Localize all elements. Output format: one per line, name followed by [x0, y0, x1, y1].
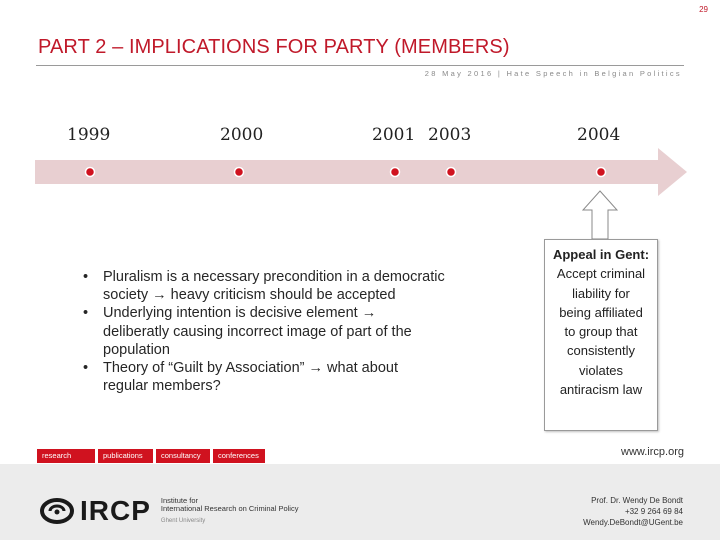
timeline-dot-2003	[447, 168, 456, 177]
bullet-item	[72, 304, 512, 359]
bullet-dot-icon: •	[83, 269, 89, 285]
contact-email[interactable]: Wendy.DeBondt@UGent.be	[583, 518, 683, 527]
logo-wordmark: IRCP	[80, 495, 151, 526]
website-link[interactable]: www.ircp.org	[621, 446, 684, 458]
year-2000: 2000	[220, 125, 264, 145]
footer-link-publications[interactable]: publications	[98, 449, 153, 463]
bullet-dot-icon: •	[83, 305, 89, 322]
callout-heading: Appeal in Gent:	[552, 247, 650, 262]
year-2001: 2001	[372, 125, 416, 145]
timeline-dot-2004	[597, 168, 606, 177]
bullet-line: population	[103, 341, 170, 358]
footer-link-conferences[interactable]: conferences	[213, 449, 265, 463]
footer-link-research[interactable]: research	[37, 449, 95, 463]
callout-line: violates	[578, 362, 624, 378]
slide-title: PART 2 – IMPLICATIONS FOR PARTY (MEMBERS)	[38, 36, 510, 58]
bullet-list	[72, 268, 512, 395]
footer-nav	[37, 449, 265, 463]
contact-block	[583, 495, 683, 528]
ircp-logo	[40, 495, 298, 527]
year-2004: 2004	[577, 125, 621, 145]
contact-phone: +32 9 264 69 84	[624, 507, 683, 516]
bullet-line: Underlying intention is decisive element →	[103, 305, 377, 322]
bullet-item	[72, 359, 512, 395]
callout-box	[544, 239, 658, 431]
bullet-line: regular members?	[103, 378, 221, 395]
slide-number: 29	[699, 5, 708, 14]
bullet-item	[72, 268, 512, 304]
bullet-line: Theory of “Guilt by Association” → what about	[103, 360, 398, 377]
bullet-line: deliberatly causing incorrect image of part of the	[103, 323, 412, 340]
title-divider	[36, 65, 684, 66]
callout-line: Accept criminal	[556, 266, 646, 282]
callout-line: being affiliated	[559, 304, 643, 320]
timeline-dot-1999	[86, 168, 95, 177]
timeline-dot-2000	[235, 168, 244, 177]
bullet-line: Pluralism is a necessary precondition in a democratic	[103, 269, 445, 285]
timeline-dot-2001	[391, 168, 400, 177]
footer-link-consultancy[interactable]: consultancy	[156, 449, 210, 463]
timeline-band	[35, 148, 687, 196]
year-2003: 2003	[428, 125, 472, 145]
bullet-line: society → heavy criticism should be accepted	[103, 287, 396, 304]
bullet-dot-icon: •	[83, 360, 89, 377]
callout-line: antiracism law	[559, 382, 643, 398]
logo-subtitle-line: International Research on Criminal Policy	[160, 504, 299, 514]
callout-line: liability for	[572, 285, 630, 301]
timeline-arrow	[35, 148, 690, 196]
slide-subtitle: 28 May 2016 | Hate Speech in Belgian Politics	[424, 69, 682, 78]
year-1999: 1999	[67, 125, 111, 145]
contact-name: Prof. Dr. Wendy De Bondt	[591, 496, 683, 505]
callout-line: consistently	[567, 343, 635, 359]
ircp-swirl-icon	[40, 497, 74, 525]
callout-up-arrow-icon	[582, 190, 618, 240]
callout-line: to group that	[564, 324, 638, 340]
logo-university: Ghent University	[160, 517, 206, 524]
logo-subtitle	[161, 497, 299, 526]
logo-subtitle-line: Institute for	[160, 495, 199, 505]
